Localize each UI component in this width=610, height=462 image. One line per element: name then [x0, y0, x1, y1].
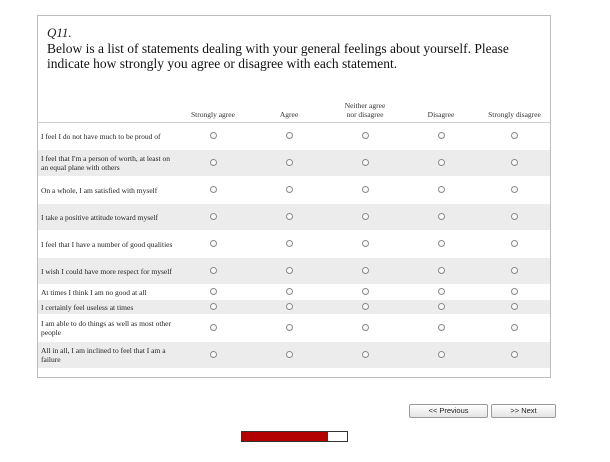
option-cell: [479, 285, 550, 300]
radio-button[interactable]: [438, 132, 445, 139]
statement-label: I am able to do things as well as most other people: [38, 315, 175, 342]
progress-fill: [242, 432, 328, 441]
option-cell: [175, 315, 251, 342]
option-cell: [479, 315, 550, 342]
radio-button[interactable]: [210, 186, 217, 193]
option-cell: [403, 285, 479, 300]
progress-bar: [241, 431, 348, 442]
option-cell: [175, 342, 251, 369]
radio-button[interactable]: [511, 213, 518, 220]
radio-button[interactable]: [210, 288, 217, 295]
option-cell: [327, 204, 403, 231]
option-cell: [251, 150, 327, 177]
radio-button[interactable]: [362, 288, 369, 295]
option-cell: [403, 300, 479, 315]
header-blank: [38, 89, 175, 123]
radio-button[interactable]: [438, 186, 445, 193]
scale-header: Disagree: [403, 89, 479, 123]
scale-header-row: [38, 89, 550, 123]
statement-label: I certainly feel useless at times: [38, 300, 175, 315]
option-cell: [403, 123, 479, 150]
radio-button[interactable]: [511, 351, 518, 358]
radio-button[interactable]: [210, 240, 217, 247]
radio-button[interactable]: [362, 303, 369, 310]
radio-button[interactable]: [210, 213, 217, 220]
option-cell: [403, 258, 479, 285]
radio-button[interactable]: [362, 351, 369, 358]
option-cell: [327, 300, 403, 315]
option-cell: [327, 315, 403, 342]
radio-button[interactable]: [511, 186, 518, 193]
radio-button[interactable]: [210, 159, 217, 166]
option-cell: [175, 123, 251, 150]
option-cell: [327, 258, 403, 285]
table-row: [38, 231, 550, 258]
radio-button[interactable]: [362, 240, 369, 247]
radio-button[interactable]: [511, 324, 518, 331]
radio-button[interactable]: [511, 267, 518, 274]
question-card: [37, 15, 551, 378]
option-cell: [327, 123, 403, 150]
radio-button[interactable]: [511, 132, 518, 139]
radio-button[interactable]: [286, 351, 293, 358]
option-cell: [251, 300, 327, 315]
question-text: Below is a list of statements dealing with your general feelings about yourself. Please indicate how strongly you agree or disagree with each statement.: [47, 41, 509, 71]
option-cell: [479, 300, 550, 315]
table-row: [38, 342, 550, 369]
option-cell: [251, 285, 327, 300]
option-cell: [251, 258, 327, 285]
statement-label: All in all, I am inclined to feel that I am a failure: [38, 342, 175, 369]
option-cell: [251, 315, 327, 342]
radio-button[interactable]: [438, 213, 445, 220]
option-cell: [327, 285, 403, 300]
radio-button[interactable]: [210, 324, 217, 331]
option-cell: [479, 150, 550, 177]
option-cell: [479, 342, 550, 369]
option-cell: [479, 231, 550, 258]
radio-button[interactable]: [511, 303, 518, 310]
radio-button[interactable]: [286, 132, 293, 139]
statement-label: I feel that I have a number of good qualities: [38, 231, 175, 258]
option-cell: [251, 231, 327, 258]
scale-header: Strongly agree: [175, 89, 251, 123]
question-number: Q11.: [47, 25, 72, 40]
likert-matrix: [38, 89, 550, 369]
statement-label: I wish I could have more respect for myself: [38, 258, 175, 285]
radio-button[interactable]: [286, 159, 293, 166]
option-cell: [327, 342, 403, 369]
option-cell: [175, 300, 251, 315]
radio-button[interactable]: [286, 324, 293, 331]
statement-label: I feel that I'm a person of worth, at least on an equal plane with others: [38, 150, 175, 177]
option-cell: [403, 231, 479, 258]
radio-button[interactable]: [438, 267, 445, 274]
radio-button[interactable]: [286, 186, 293, 193]
radio-button[interactable]: [362, 186, 369, 193]
radio-button[interactable]: [286, 240, 293, 247]
option-cell: [175, 150, 251, 177]
option-cell: [251, 177, 327, 204]
statement-label: I take a positive attitude toward myself: [38, 204, 175, 231]
option-cell: [327, 177, 403, 204]
scale-header: Strongly disagree: [479, 89, 550, 123]
table-row: [38, 315, 550, 342]
table-row: [38, 300, 550, 315]
radio-button[interactable]: [438, 159, 445, 166]
table-row: [38, 177, 550, 204]
option-cell: [479, 123, 550, 150]
radio-button[interactable]: [210, 267, 217, 274]
radio-button[interactable]: [511, 240, 518, 247]
radio-button[interactable]: [286, 303, 293, 310]
radio-button[interactable]: [362, 132, 369, 139]
previous-button[interactable]: << Previous: [409, 404, 488, 418]
table-row: [38, 123, 550, 150]
scale-header: Neither agree nor disagree: [327, 89, 403, 123]
option-cell: [479, 177, 550, 204]
option-cell: [479, 258, 550, 285]
option-cell: [403, 342, 479, 369]
option-cell: [479, 204, 550, 231]
option-cell: [251, 204, 327, 231]
option-cell: [175, 177, 251, 204]
option-cell: [403, 177, 479, 204]
scale-header: Agree: [251, 89, 327, 123]
radio-button[interactable]: [438, 303, 445, 310]
radio-button[interactable]: [362, 159, 369, 166]
option-cell: [327, 231, 403, 258]
radio-button[interactable]: [362, 267, 369, 274]
statement-label: I feel I do not have much to be proud of: [38, 123, 175, 150]
option-cell: [403, 315, 479, 342]
option-cell: [175, 285, 251, 300]
radio-button[interactable]: [286, 213, 293, 220]
radio-button[interactable]: [210, 132, 217, 139]
option-cell: [251, 123, 327, 150]
radio-button[interactable]: [210, 351, 217, 358]
radio-button[interactable]: [362, 324, 369, 331]
next-button[interactable]: >> Next: [491, 404, 556, 418]
table-row: [38, 204, 550, 231]
radio-button[interactable]: [438, 351, 445, 358]
option-cell: [251, 342, 327, 369]
radio-button[interactable]: [362, 213, 369, 220]
radio-button[interactable]: [511, 288, 518, 295]
table-row: [38, 285, 550, 300]
radio-button[interactable]: [438, 288, 445, 295]
option-cell: [403, 204, 479, 231]
option-cell: [403, 150, 479, 177]
option-cell: [175, 231, 251, 258]
radio-button[interactable]: [438, 324, 445, 331]
option-cell: [327, 150, 403, 177]
radio-button[interactable]: [438, 240, 445, 247]
radio-button[interactable]: [286, 267, 293, 274]
statement-label: At times I think I am no good at all: [38, 285, 175, 300]
radio-button[interactable]: [511, 159, 518, 166]
radio-button[interactable]: [210, 303, 217, 310]
radio-button[interactable]: [286, 288, 293, 295]
statement-label: On a whole, I am satisfied with myself: [38, 177, 175, 204]
option-cell: [175, 258, 251, 285]
table-row: [38, 150, 550, 177]
table-row: [38, 258, 550, 285]
option-cell: [175, 204, 251, 231]
